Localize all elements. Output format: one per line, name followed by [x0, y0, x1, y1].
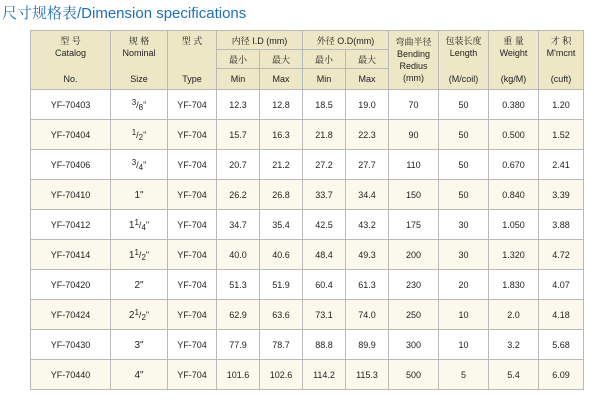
cell-length: 10: [439, 330, 489, 360]
header-type-sub: Type: [182, 74, 202, 84]
cell-catalog: YF-70412: [31, 210, 111, 240]
size-whole: 1: [128, 249, 135, 261]
cell-bending-radius: 300: [389, 330, 439, 360]
cell-catalog: YF-70414: [31, 240, 111, 270]
size-inch-mark: ": [145, 309, 150, 320]
cell-weight: 0.500: [489, 120, 539, 150]
header-catalog-cn: 型 号: [60, 36, 81, 46]
cell-volume: 3.88: [539, 210, 584, 240]
size-numerator: 1: [131, 127, 137, 137]
page-title: [2, 2, 246, 26]
header-nominal-sub: Size: [130, 74, 148, 84]
cell-length: 50: [439, 150, 489, 180]
header-id-min-cn: 最小: [217, 50, 260, 69]
size-denominator: 2: [141, 252, 146, 262]
fraction-slash: /: [138, 249, 142, 260]
cell-id-min: 62.9: [217, 300, 260, 330]
size-whole: 2": [134, 279, 144, 291]
cell-bending-radius: 90: [389, 120, 439, 150]
size-denominator: 2: [141, 312, 146, 322]
cell-id-min: 77.9: [217, 330, 260, 360]
header-bend-unit: (mm): [403, 73, 424, 83]
cell-volume: 5.68: [539, 330, 584, 360]
header-length-cn: 包装长度: [445, 36, 482, 46]
cell-catalog: YF-70404: [31, 120, 111, 150]
cell-nominal-size: [111, 360, 168, 390]
header-weight-cn: 重 量: [503, 36, 524, 46]
cell-od-min: 18.5: [303, 90, 346, 120]
cell-nominal-size: [111, 210, 168, 240]
header-weight-unit: (kg/M): [500, 74, 527, 84]
cell-id-max: 35.4: [260, 210, 303, 240]
cell-type: YF-704: [168, 180, 217, 210]
cell-catalog: YF-70440: [31, 360, 111, 390]
cell-length: 50: [439, 180, 489, 210]
cell-weight: 3.2: [489, 330, 539, 360]
cell-volume: 3.39: [539, 180, 584, 210]
header-length: [439, 31, 489, 90]
cell-type: YF-704: [168, 330, 217, 360]
cell-od-max: 22.3: [346, 120, 389, 150]
size-denominator: 4: [138, 162, 144, 172]
size-numerator: 3: [131, 97, 137, 107]
cell-id-min: 101.6: [217, 360, 260, 390]
header-catalog: [31, 31, 111, 90]
cell-id-max: 102.6: [260, 360, 303, 390]
table-row: [31, 330, 584, 360]
header-bend-en2: Redius: [399, 61, 428, 71]
header-bend-en1: Bending: [396, 49, 431, 59]
header-length-en: Length: [449, 48, 478, 58]
header-id-max-cn: 最大: [260, 50, 303, 69]
header-od-max-cn: 最大: [346, 50, 389, 69]
size-inch-mark: ": [143, 129, 147, 140]
header-vol-unit: (cuft): [550, 74, 572, 84]
cell-catalog: YF-70410: [31, 180, 111, 210]
cell-od-max: 49.3: [346, 240, 389, 270]
header-weight-en: Weight: [499, 48, 528, 58]
header-od-min-en: Min: [303, 69, 346, 90]
cell-od-min: 21.8: [303, 120, 346, 150]
header-od-max-en: Max: [346, 69, 389, 90]
cell-nominal-size: [111, 240, 168, 270]
cell-od-max: 61.3: [346, 270, 389, 300]
table-row: [31, 180, 584, 210]
header-bending: [389, 31, 439, 90]
header-length-unit: (M/coil): [448, 74, 479, 84]
table-row: [31, 360, 584, 390]
cell-catalog: YF-70406: [31, 150, 111, 180]
cell-catalog: YF-70403: [31, 90, 111, 120]
size-whole: 2: [128, 309, 135, 321]
fraction-slash: /: [136, 99, 139, 110]
header-volume: [539, 31, 584, 90]
cell-id-min: 12.3: [217, 90, 260, 120]
header-bend-cn: 弯曲半径: [395, 37, 432, 47]
dimension-spec-table: [30, 30, 584, 390]
cell-weight: 1.830: [489, 270, 539, 300]
cell-type: YF-704: [168, 120, 217, 150]
size-denominator: 8: [138, 102, 144, 112]
cell-type: YF-704: [168, 150, 217, 180]
fraction-slash: /: [136, 159, 139, 170]
size-numerator: 1: [134, 307, 139, 317]
size-numerator: 1: [134, 247, 139, 257]
table-row: [31, 240, 584, 270]
table-row: [31, 270, 584, 300]
size-numerator: 3: [131, 157, 137, 167]
fraction-slash: /: [136, 129, 139, 140]
size-whole: 1: [128, 219, 135, 231]
cell-nominal-size: [111, 150, 168, 180]
cell-nominal-size: [111, 330, 168, 360]
cell-volume: 1.52: [539, 120, 584, 150]
header-type-cn: 型 式: [181, 36, 203, 46]
cell-id-max: 40.6: [260, 240, 303, 270]
cell-id-max: 16.3: [260, 120, 303, 150]
cell-od-min: 27.2: [303, 150, 346, 180]
cell-weight: 2.0: [489, 300, 539, 330]
cell-od-min: 88.8: [303, 330, 346, 360]
cell-od-min: 42.5: [303, 210, 346, 240]
size-numerator: 1: [134, 217, 139, 227]
size-inch-mark: ": [143, 99, 147, 110]
cell-nominal-size: [111, 90, 168, 120]
cell-weight: 0.670: [489, 150, 539, 180]
cell-bending-radius: 175: [389, 210, 439, 240]
table-row: [31, 300, 584, 330]
cell-nominal-size: [111, 180, 168, 210]
cell-catalog: YF-70420: [31, 270, 111, 300]
table-row: [31, 150, 584, 180]
cell-id-min: 51.3: [217, 270, 260, 300]
cell-length: 5: [439, 360, 489, 390]
cell-id-min: 15.7: [217, 120, 260, 150]
cell-weight: 0.380: [489, 90, 539, 120]
cell-bending-radius: 250: [389, 300, 439, 330]
cell-length: 20: [439, 270, 489, 300]
header-nominal-en: Nominal: [122, 48, 156, 58]
cell-weight: 1.320: [489, 240, 539, 270]
cell-bending-radius: 500: [389, 360, 439, 390]
table-row: [31, 210, 584, 240]
size-inch-mark: ": [145, 249, 150, 260]
header-id-min-en: Min: [217, 69, 260, 90]
cell-type: YF-704: [168, 360, 217, 390]
header-od-group: 外径 O.D(mm): [303, 31, 389, 50]
cell-weight: 5.4: [489, 360, 539, 390]
cell-id-min: 34.7: [217, 210, 260, 240]
cell-od-max: 43.2: [346, 210, 389, 240]
cell-id-min: 26.2: [217, 180, 260, 210]
header-od-min-cn: 最小: [303, 50, 346, 69]
cell-id-min: 40.0: [217, 240, 260, 270]
cell-type: YF-704: [168, 90, 217, 120]
header-id-group: 内径 I.D (mm): [217, 31, 303, 50]
header-vol-cn: 才 积: [550, 36, 572, 46]
cell-catalog: YF-70424: [31, 300, 111, 330]
cell-weight: 1.050: [489, 210, 539, 240]
size-inch-mark: ": [145, 219, 150, 230]
cell-bending-radius: 230: [389, 270, 439, 300]
cell-nominal-size: [111, 120, 168, 150]
cell-weight: 0.840: [489, 180, 539, 210]
fraction-slash: /: [138, 309, 142, 320]
cell-od-min: 48.4: [303, 240, 346, 270]
cell-id-max: 12.8: [260, 90, 303, 120]
size-whole: 4": [134, 369, 144, 381]
cell-od-max: 27.7: [346, 150, 389, 180]
header-weight: [489, 31, 539, 90]
cell-length: 30: [439, 210, 489, 240]
header-id-max-en: Max: [260, 69, 303, 90]
cell-id-min: 20.7: [217, 150, 260, 180]
header-catalog-en: Catalog: [54, 48, 87, 58]
cell-od-max: 19.0: [346, 90, 389, 120]
cell-od-max: 74.0: [346, 300, 389, 330]
cell-id-max: 26.8: [260, 180, 303, 210]
size-inch-mark: ": [143, 159, 147, 170]
size-denominator: 2: [138, 132, 144, 142]
cell-od-max: 89.9: [346, 330, 389, 360]
header-type: [168, 31, 217, 90]
size-whole: 1": [134, 189, 144, 201]
table-row: [31, 90, 584, 120]
cell-length: 30: [439, 240, 489, 270]
title-en: /Dimension specifications: [77, 5, 247, 22]
cell-volume: 4.07: [539, 270, 584, 300]
cell-od-min: 33.7: [303, 180, 346, 210]
table-row: [31, 120, 584, 150]
fraction-slash: /: [138, 219, 142, 230]
header-vol-en: M'mcnt: [546, 48, 576, 58]
cell-length: 10: [439, 300, 489, 330]
cell-id-max: 51.9: [260, 270, 303, 300]
cell-bending-radius: 110: [389, 150, 439, 180]
cell-type: YF-704: [168, 300, 217, 330]
cell-od-max: 34.4: [346, 180, 389, 210]
size-denominator: 4: [141, 222, 146, 232]
cell-length: 50: [439, 120, 489, 150]
cell-catalog: YF-70430: [31, 330, 111, 360]
cell-length: 50: [439, 90, 489, 120]
cell-volume: 4.18: [539, 300, 584, 330]
cell-id-max: 78.7: [260, 330, 303, 360]
cell-nominal-size: [111, 300, 168, 330]
cell-od-max: 115.3: [346, 360, 389, 390]
cell-volume: 4.72: [539, 240, 584, 270]
cell-bending-radius: 200: [389, 240, 439, 270]
header-nominal: [111, 31, 168, 90]
cell-bending-radius: 70: [389, 90, 439, 120]
size-whole: 3": [134, 339, 144, 351]
cell-volume: 1.20: [539, 90, 584, 120]
cell-od-min: 73.1: [303, 300, 346, 330]
cell-nominal-size: [111, 270, 168, 300]
title-cn: 尺寸规格表: [2, 5, 78, 22]
header-nominal-cn: 规 格: [128, 36, 150, 46]
cell-id-max: 63.6: [260, 300, 303, 330]
cell-id-max: 21.2: [260, 150, 303, 180]
cell-volume: 2.41: [539, 150, 584, 180]
cell-type: YF-704: [168, 270, 217, 300]
cell-od-min: 114.2: [303, 360, 346, 390]
cell-bending-radius: 150: [389, 180, 439, 210]
cell-type: YF-704: [168, 240, 217, 270]
header-catalog-sub: No.: [63, 74, 78, 84]
cell-type: YF-704: [168, 210, 217, 240]
cell-od-min: 60.4: [303, 270, 346, 300]
cell-volume: 6.09: [539, 360, 584, 390]
